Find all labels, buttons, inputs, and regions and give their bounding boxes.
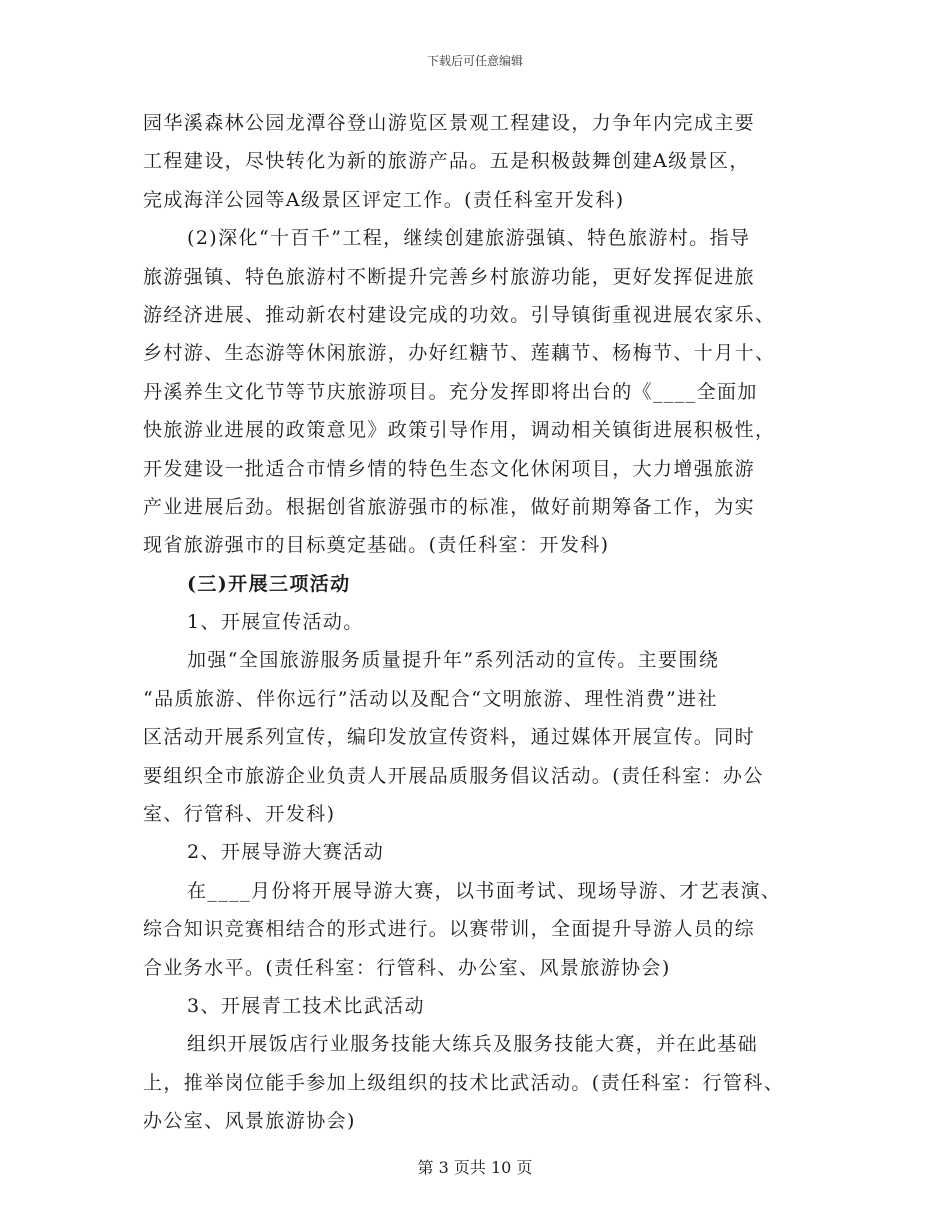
text-line: 1、开展宣传活动。	[187, 611, 364, 634]
text-line: “品质旅游、伴你远行”活动以及配合“文明旅游、理性消费”进社	[143, 687, 718, 710]
text-line: 合业务水平。(责任科室：行管科、办公室、风景旅游协会)	[143, 956, 671, 979]
text-line: 要组织全市旅游企业负责人开展品质服务倡议活动。(责任科室：办公	[143, 764, 764, 787]
text-line: 产业进展后劲。根据创省旅游强市的标准，做好前期筹备工作，为实	[143, 495, 756, 518]
page-footer: 第 3 页共 10 页	[417, 1158, 533, 1177]
text-line: 乡村游、生态游等休闲旅游，办好红糖节、莲藕节、杨梅节、十月十、	[143, 342, 776, 365]
text-line: 丹溪养生文化节等节庆旅游项目。充分发挥即将出台的《____全面加	[143, 380, 758, 403]
text-line: 综合知识竞赛相结合的形式进行。以赛带训，全面提升导游人员的综	[143, 918, 756, 941]
text-line: 3、开展青工技术比武活动	[187, 994, 425, 1017]
text-line: 办公室、风景旅游协会)	[143, 1110, 356, 1133]
text-line: 区活动开展系列宣传，编印发放宣传资料，通过媒体开展宣传。同时	[143, 726, 756, 749]
text-line: 现省旅游强市的目标奠定基础。(责任科室：开发科)	[143, 534, 610, 557]
text-line: 工程建设，尽快转化为新的旅游产品。五是积极鼓舞创建A级景区，	[143, 150, 750, 173]
text-line: 快旅游业进展的政策意见》政策引导作用，调动相关镇街进展积极性，	[143, 419, 776, 442]
document-body	[143, 104, 818, 1141]
section-heading: (三)开展三项活动	[187, 572, 351, 595]
text-line: 开发建设一批适合市情乡情的特色生态文化休闲项目，大力增强旅游	[143, 457, 756, 480]
text-line: 园华溪森林公园龙潭谷登山游览区景观工程建设，力争年内完成主要	[143, 112, 756, 134]
text-line: 加强“全国旅游服务质量提升年”系列活动的宣传。主要围绕	[187, 649, 720, 672]
text-line: 在____月份将开展导游大赛，以书面考试、现场导游、才艺表演、	[187, 879, 782, 902]
text-line: 游经济进展、推动新农村建设完成的功效。引导镇街重视进展农家乐、	[143, 303, 776, 326]
text-line: 上，推举岗位能手参加上级组织的技术比武活动。(责任科室：行管科、	[143, 1071, 785, 1094]
text-line: 完成海洋公园等A级景区评定工作。(责任科室开发科)	[143, 188, 625, 211]
text-line: 旅游强镇、特色旅游村不断提升完善乡村旅游功能，更好发挥促进旅	[143, 265, 756, 288]
text-line: 组织开展饭店行业服务技能大练兵及服务技能大赛，并在此基础	[187, 1033, 759, 1056]
text-line: (2)深化“十百千”工程，继续创建旅游强镇、特色旅游村。指导	[187, 227, 751, 250]
text-line: 2、开展导游大赛活动	[187, 841, 385, 864]
text-line: 室、行管科、开发科)	[143, 803, 336, 826]
page-header: 下载后可任意编辑	[426, 54, 523, 68]
